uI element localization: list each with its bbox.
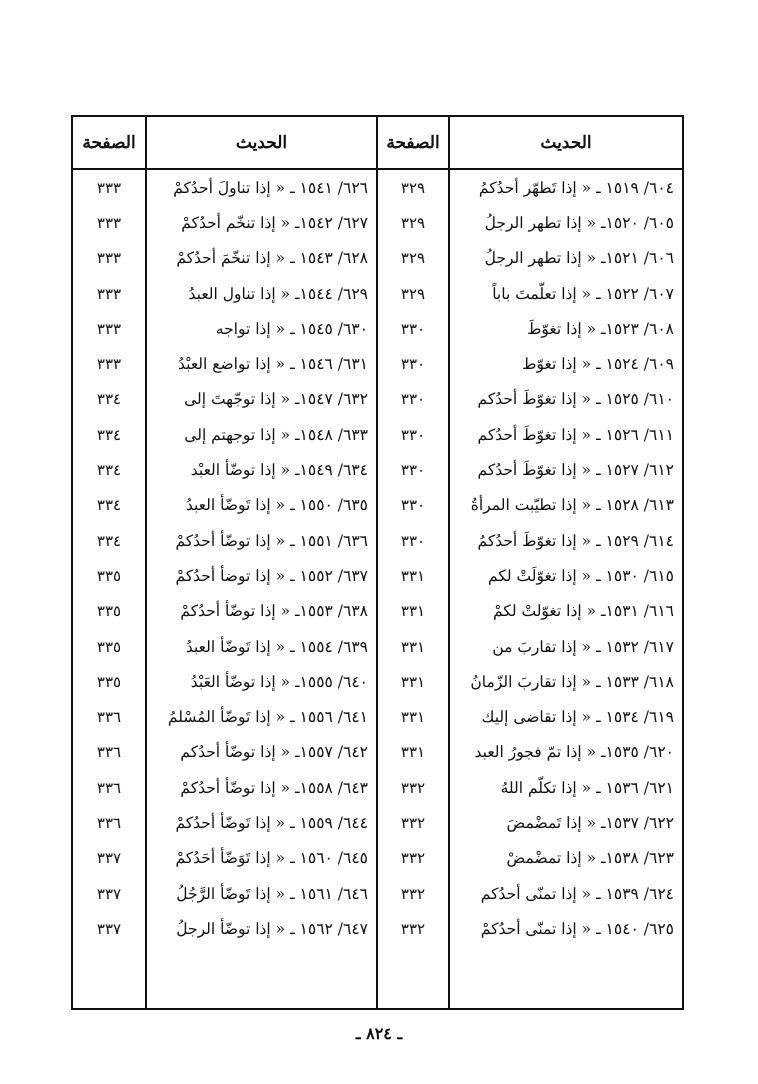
page-ref: ٣٣٦ [96, 813, 122, 832]
hadith-entry: ٦٣١/ ١٥٤٦ ـ « إذا تواضع العبْدُ [178, 355, 368, 374]
page-ref: ٣٣٣ [96, 249, 122, 268]
hadith-entry: ٦٣٣/ ١٥٤٨ـ « إذا توجهتم إلى [184, 425, 368, 444]
hadith-entry: ٦٣٤/ ١٥٤٩ـ « إذا توضّأ العبْد [190, 461, 368, 480]
page-ref: ٣٣٥ [96, 566, 122, 585]
hadith-entry: ٦٢٤/ ١٥٣٩ ـ « إذا تمنّى أحدُكم [480, 884, 674, 903]
hadith-entry: ٦٢٠/ ١٥٣٥ـ « إذا تمّ فجورُ العبد [474, 743, 674, 762]
page-ref: ٣٣٦ [96, 708, 122, 727]
hadith-entry: ٦٢٢/ ١٥٣٧ـ « إذا تَمضْمضَ [506, 813, 674, 832]
hadith-entry: ٦٤١/ ١٥٥٦ ـ « إذا تَوضّأ المُسْلمُ [167, 708, 368, 727]
page-ref: ٣٣٢ [400, 778, 426, 797]
hadith-entry: ٦٠٦/ ١٥٢١ـ « إذا تطهر الرجلُ [484, 249, 674, 268]
right-hadith-column [450, 170, 682, 947]
hadith-entry: ٦٤٢/ ١٥٥٧ـ « إذا توضّأ أحدُكم [180, 743, 368, 762]
header-hadith-right: الحديث [540, 132, 592, 153]
hadith-entry: ٦٣٥/ ١٥٥٠ ـ « إذا تَوضّأ العبدُ [185, 496, 368, 515]
header-hadith-left: الحديث [235, 132, 288, 153]
page-ref: ٣٣٤ [96, 425, 122, 444]
hadith-entry: ٦٣٨/ ١٥٥٣ـ « إذا توضّأ أحدُكمْ [180, 602, 368, 621]
page-ref: ٣٣٧ [96, 919, 122, 938]
page-ref: ٣٣٣ [96, 178, 122, 197]
page-ref: ٣٣٠ [400, 390, 426, 409]
hadith-entry: ٦٤٣/ ١٥٥٨ـ « إذا توضّأ أحدُكمْ [180, 778, 368, 797]
left-page-column [73, 170, 145, 947]
page-ref: ٣٣١ [400, 566, 426, 585]
page-ref: ٣٢٩ [400, 213, 426, 232]
hadith-entry: ٦٤٤/ ١٥٥٩ ـ « إذا تَوضّأ أحدُكمْ [175, 813, 368, 832]
page-ref: ٣٣٥ [96, 672, 122, 691]
page-ref: ٣٣٣ [96, 355, 122, 374]
hadith-entry: ٦١٤/ ١٥٢٩ ـ « إذا تغوّطَ أحدُكمُ [477, 531, 674, 550]
page-ref: ٣٣٠ [400, 319, 426, 338]
page-ref: ٣٣٢ [400, 849, 426, 868]
index-table [71, 115, 684, 1010]
page-ref: ٣٣٠ [400, 355, 426, 374]
page-ref: ٣٣٥ [96, 637, 122, 656]
hadith-entry: ٦٢٣/ ١٥٣٨ـ « إذا تمضْمضْ [506, 849, 674, 868]
hadith-entry: ٦٢١/ ١٥٣٦ ـ « إذا تكلّم اللهُ [500, 778, 674, 797]
hadith-entry: ٦١٣/ ١٥٢٨ ـ « إذا تطيّبت المرأةُ [470, 496, 674, 515]
page-ref: ٣٣١ [400, 602, 426, 621]
page-ref: ٣٣٢ [400, 919, 426, 938]
page-ref: ٣٣٦ [96, 743, 122, 762]
page-ref: ٣٣٠ [400, 425, 426, 444]
hadith-entry: ٦٠٨/ ١٥٢٣ـ « إذا تغوّطَ [527, 319, 674, 338]
right-page-column [378, 170, 448, 947]
hadith-entry: ٦١٦/ ١٥٣١ـ « إذا تغوّلتْ لكمْ [492, 602, 674, 621]
hadith-entry: ٦٤٧/ ١٥٦٢ ـ « إذا توضّأ الرجلُ [176, 919, 368, 938]
hadith-entry: ٦٣٦/ ١٥٥١ ـ « إذا توضّأ أحدُكمْ [175, 531, 368, 550]
page-ref: ٣٣١ [400, 672, 426, 691]
hadith-entry: ٦١١/ ١٥٢٦ ـ « إذا تغوّطَ أحدُكم [477, 425, 674, 444]
hadith-entry: ٦٤٥/ ١٥٦٠ ـ « إذا تَوَضّأ أحَدُكمْ [175, 849, 368, 868]
page-ref: ٣٣١ [400, 637, 426, 656]
hadith-entry: ٦٣٠/ ١٥٤٥ ـ « إذا تواجه [215, 319, 368, 338]
hadith-entry: ٦٠٩/ ١٥٢٤ ـ « إذا تغوّط [522, 355, 674, 374]
hadith-entry: ٦٣٢/ ١٥٤٧ـ « إذا توجّهتَ إلى [184, 390, 368, 409]
hadith-entry: ٦٢٨/ ١٥٤٣ ـ « إذا تنخّمَ أحدُكمْ [176, 249, 368, 268]
hadith-entry: ٦٣٩/ ١٥٥٤ ـ « إذا تَوضّأ العبدُ [185, 637, 368, 656]
hadith-entry: ٦٢٥/ ١٥٤٠ ـ « إذا تمنّى أحدُكمْ [480, 919, 674, 938]
page-ref: ٣٣٧ [96, 884, 122, 903]
hadith-entry: ٦٢٩/ ١٥٤٤ـ « إذا تناول العبدُ [188, 284, 368, 303]
page-number: ـ ٨٢٤ ـ [355, 1024, 403, 1043]
page-ref: ٣٣٤ [96, 390, 122, 409]
page-ref: ٣٣٣ [96, 213, 122, 232]
hadith-entry: ٦٠٥/ ١٥٢٠ـ « إذا تطهر الرجلُ [484, 213, 674, 232]
page-ref: ٣٣٠ [400, 461, 426, 480]
hadith-entry: ٦٠٧/ ١٥٢٢ ـ « إذا تعلّمتَ باباً [492, 284, 674, 303]
hadith-entry: ٦١٧/ ١٥٣٢ ـ « إذا تقاربَ من [492, 637, 674, 656]
page-ref: ٣٣٢ [400, 813, 426, 832]
page-ref: ٣٣٢ [400, 884, 426, 903]
page-ref: ٣٣٣ [96, 284, 122, 303]
page-ref: ٣٢٩ [400, 249, 426, 268]
page-ref: ٣٣٤ [96, 531, 122, 550]
hadith-entry: ٦١٢/ ١٥٢٧ ـ « إذا تغوّطَ أحدُكم [477, 461, 674, 480]
page-ref: ٣٣٤ [96, 496, 122, 515]
hadith-entry: ٦٠٤/ ١٥١٩ ـ « إذا تَطهّر أحدُكمُ [478, 178, 674, 197]
hadith-entry: ٦١٠/ ١٥٢٥ ـ « إذا تغوّطَ أحدُكم [477, 390, 674, 409]
page-ref: ٣٢٩ [400, 284, 426, 303]
hadith-entry: ٦٣٧/ ١٥٥٢ ـ « إذا توضأ أحدُكمْ [175, 566, 368, 585]
page-ref: ٣٣٣ [96, 319, 122, 338]
page-ref: ٣٣٠ [400, 531, 426, 550]
page-ref: ٣٣٠ [400, 496, 426, 515]
page-ref: ٣٣١ [400, 708, 426, 727]
page-ref: ٣٣٤ [96, 461, 122, 480]
page-ref: ٣٣٥ [96, 602, 122, 621]
page-ref: ٣٣٦ [96, 778, 122, 797]
header-page-right: الصفحة [386, 132, 440, 153]
hadith-entry: ٦٢٧/ ١٥٤٢ـ « إذا تنخّم أحدُكمْ [181, 213, 368, 232]
hadith-entry: ٦١٩/ ١٥٣٤ ـ « إذا تقاضى إليك [481, 708, 674, 727]
hadith-entry: ٦١٨/ ١٥٣٣ ـ « إذا تقاربَ الزّمانُ [470, 672, 674, 691]
page-ref: ٣٢٩ [400, 178, 426, 197]
hadith-entry: ٦١٥/ ١٥٣٠ ـ « إذا تغوّلَتْ لكم [488, 566, 674, 585]
page-ref: ٣٣٧ [96, 849, 122, 868]
hadith-entry: ٦٤٠/ ١٥٥٥ـ « إذا توضّأ العَبْدُ [190, 672, 368, 691]
header-page-left: الصفحة [82, 132, 136, 153]
hadith-entry: ٦٢٦/ ١٥٤١ ـ « إذا تناولَ أحدُكمْ [173, 178, 368, 197]
left-hadith-column [147, 170, 376, 947]
hadith-entry: ٦٤٦/ ١٥٦١ ـ « إذا تَوضّأ الرَّجُلُ [176, 884, 368, 903]
page-ref: ٣٣١ [400, 743, 426, 762]
